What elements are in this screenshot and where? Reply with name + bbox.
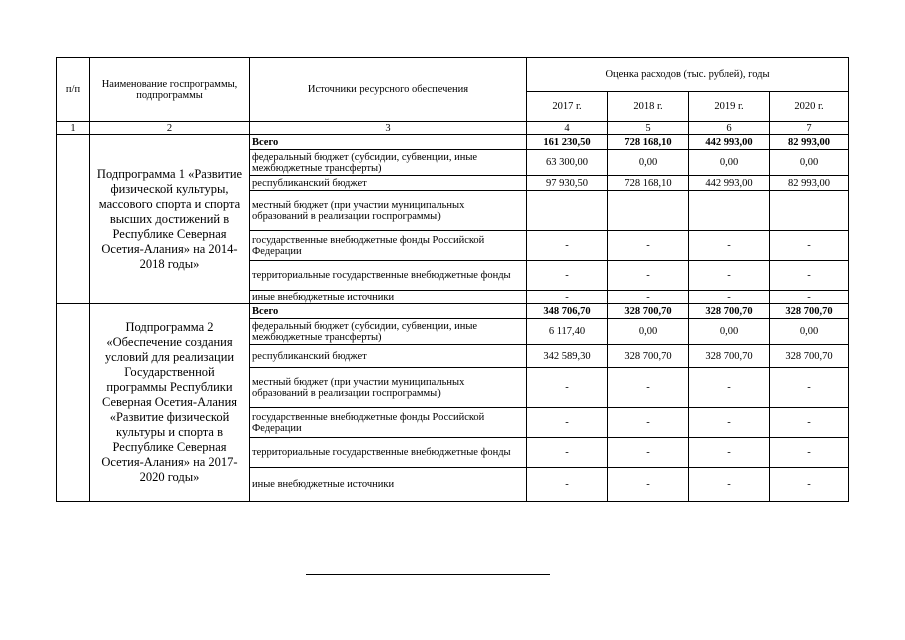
- value-cell: [689, 191, 770, 231]
- value-cell: -: [770, 368, 849, 408]
- value-cell: -: [770, 408, 849, 438]
- value-cell: 328 700,70: [608, 345, 689, 368]
- value-cell: 97 930,50: [527, 176, 608, 191]
- value-cell: 6 117,40: [527, 319, 608, 345]
- row-number-cell: [57, 135, 90, 304]
- value-cell: 0,00: [689, 319, 770, 345]
- col-index: 6: [689, 122, 770, 135]
- value-cell: [770, 191, 849, 231]
- header-year-2020: 2020 г.: [770, 92, 849, 122]
- footer-divider: [306, 574, 550, 575]
- value-cell: -: [527, 368, 608, 408]
- value-cell: -: [608, 291, 689, 304]
- value-cell: 328 700,70: [770, 304, 849, 319]
- value-cell: -: [689, 231, 770, 261]
- col-index: 7: [770, 122, 849, 135]
- value-cell: 0,00: [608, 150, 689, 176]
- header-estimate: Оценка расходов (тыс. рублей), годы: [527, 58, 849, 92]
- subprogram-name: Подпрограмма 1 «Развитие физической культуры, массового спорта и спорта высших достижений в Республике Северная Осетия-Алания» на 2014-2018 годы»: [96, 166, 243, 271]
- value-cell: 161 230,50: [527, 135, 608, 150]
- source-cell: местный бюджет (при участии муниципальных образований в реализации госпрограммы): [250, 191, 527, 231]
- value-cell: [527, 191, 608, 231]
- value-cell: -: [527, 438, 608, 468]
- col-index: 2: [90, 122, 250, 135]
- col-index: 3: [250, 122, 527, 135]
- value-cell: -: [608, 368, 689, 408]
- value-cell: 342 589,30: [527, 345, 608, 368]
- source-cell: республиканский бюджет: [250, 345, 527, 368]
- header-year-2018: 2018 г.: [608, 92, 689, 122]
- col-index: 5: [608, 122, 689, 135]
- value-cell: 328 700,70: [689, 345, 770, 368]
- value-cell: 0,00: [689, 150, 770, 176]
- value-cell: -: [689, 438, 770, 468]
- value-cell: -: [527, 408, 608, 438]
- value-cell: 728 168,10: [608, 135, 689, 150]
- value-cell: -: [608, 438, 689, 468]
- value-cell: -: [608, 261, 689, 291]
- row-number-cell: [57, 304, 90, 502]
- value-cell: 728 168,10: [608, 176, 689, 191]
- value-cell: -: [770, 261, 849, 291]
- table-row: [57, 135, 849, 150]
- value-cell: 442 993,00: [689, 135, 770, 150]
- source-cell: государственные внебюджетные фонды Российской Федерации: [250, 231, 527, 261]
- source-cell: республиканский бюджет: [250, 176, 527, 191]
- value-cell: -: [770, 438, 849, 468]
- col-index: 1: [57, 122, 90, 135]
- source-cell: Всего: [250, 135, 527, 150]
- value-cell: -: [527, 261, 608, 291]
- source-cell: федеральный бюджет (субсидии, субвенции, иные межбюджетные трансферты): [250, 150, 527, 176]
- header-pp: п/п: [57, 58, 90, 122]
- value-cell: 0,00: [770, 319, 849, 345]
- value-cell: -: [608, 468, 689, 502]
- value-cell: 328 700,70: [608, 304, 689, 319]
- value-cell: 442 993,00: [689, 176, 770, 191]
- table-body: [57, 58, 849, 502]
- value-cell: -: [527, 291, 608, 304]
- header-row: [57, 58, 849, 92]
- value-cell: -: [527, 231, 608, 261]
- value-cell: -: [608, 408, 689, 438]
- source-cell: территориальные государственные внебюджетные фонды: [250, 261, 527, 291]
- header-name: Наименование госпрограммы, подпрограммы: [90, 58, 250, 122]
- value-cell: 82 993,00: [770, 176, 849, 191]
- value-cell: 328 700,70: [689, 304, 770, 319]
- table-row: [57, 304, 849, 319]
- value-cell: 63 300,00: [527, 150, 608, 176]
- subprogram-name-cell: [90, 135, 250, 304]
- col-index: 4: [527, 122, 608, 135]
- column-index-row: [57, 122, 849, 135]
- header-year-2019: 2019 г.: [689, 92, 770, 122]
- value-cell: -: [689, 261, 770, 291]
- subprogram-name: Подпрограмма 2 «Обеспечение создания условий для реализации Государственной программы Республики Северная Осетия-Алания «Развитие физической культуры и спорта в Республике Северная Осетия-Алания» на 2017-2020 годы»: [101, 320, 238, 484]
- value-cell: -: [770, 468, 849, 502]
- value-cell: 82 993,00: [770, 135, 849, 150]
- header-year-2017: 2017 г.: [527, 92, 608, 122]
- value-cell: -: [770, 231, 849, 261]
- source-cell: федеральный бюджет (субсидии, субвенции, иные межбюджетные трансферты): [250, 319, 527, 345]
- source-cell: территориальные государственные внебюджетные фонды: [250, 438, 527, 468]
- value-cell: -: [770, 291, 849, 304]
- source-cell: местный бюджет (при участии муниципальных образований в реализации госпрограммы): [250, 368, 527, 408]
- subprogram-name-cell: [90, 304, 250, 502]
- value-cell: -: [689, 408, 770, 438]
- source-cell: Всего: [250, 304, 527, 319]
- value-cell: 0,00: [770, 150, 849, 176]
- value-cell: [608, 191, 689, 231]
- resource-table: [56, 57, 849, 502]
- value-cell: 0,00: [608, 319, 689, 345]
- source-cell: иные внебюджетные источники: [250, 291, 527, 304]
- source-cell: государственные внебюджетные фонды Российской Федерации: [250, 408, 527, 438]
- source-cell: иные внебюджетные источники: [250, 468, 527, 502]
- value-cell: -: [689, 468, 770, 502]
- value-cell: -: [527, 468, 608, 502]
- value-cell: -: [689, 291, 770, 304]
- value-cell: 328 700,70: [770, 345, 849, 368]
- value-cell: -: [689, 368, 770, 408]
- value-cell: 348 706,70: [527, 304, 608, 319]
- value-cell: -: [608, 231, 689, 261]
- header-sources: Источники ресурсного обеспечения: [250, 58, 527, 122]
